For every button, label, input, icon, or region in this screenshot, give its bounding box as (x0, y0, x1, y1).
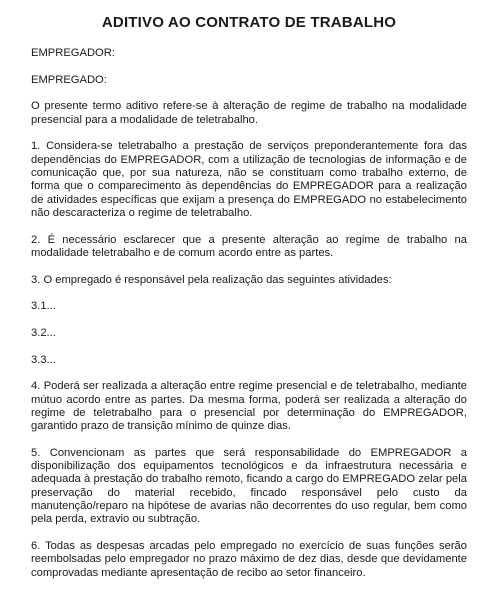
document-page (31, 14, 467, 593)
employee-field: EMPREGADO: (31, 73, 107, 86)
document-title: ADITIVO AO CONTRATO DE TRABALHO (101, 14, 397, 31)
clause-3-2: 3.2... (31, 326, 56, 339)
intro-paragraph: O presente termo aditivo refere-se à alteração de regime de trabalho na modalidade presencial para a modalidade de teletrabalho. (31, 100, 467, 126)
clause-3-3: 3.3... (31, 353, 56, 366)
clause-2: 2. É necessário esclarecer que a presente alteração ao regime de trabalho na modalidade teletrabalho e de comum acordo entre as partes. (31, 233, 467, 259)
employer-field: EMPREGADOR: (31, 47, 115, 59)
clause-6: 6. Todas as despesas arcadas pelo empregado no exercício de suas funções serão reembolsadas pelo empregador no prazo máximo de dez dias, desde que devidamente comprovadas mediante apresentação de recibo ao setor financeiro. (31, 540, 467, 579)
clause-4: 4. Poderá ser realizada a alteração entre regime presencial e de teletrabalho, mediante mútuo acordo entre as partes. Da mesma forma, poderá ser realizada a alteração do regime de teletrabalho para o presencial por determinação do EMPREGADOR, garantido prazo de transição mínimo de quinze dias. (31, 380, 467, 433)
clause-5: 5. Convencionam as partes que será responsabilidade do EMPREGADOR a disponibilização dos equipamentos tecnológicos e da infraestrutura necessária e adequada à prestação do trabalho remoto, ficando a cargo do EMPREGADO zelar pela preservação do material recebido, fincado responsável pelo custo da manutenção/reparo na hipótese de avarias não decorrentes do uso regular, bem como pela perda, extravio ou subtração. (31, 446, 467, 526)
clause-3-1: 3.1... (31, 300, 56, 313)
clause-3: 3. O empregado é responsável pela realização das seguintes atividades: (31, 273, 392, 286)
clause-1: 1. Considera-se teletrabalho a prestação de serviços preponderantemente fora das dependências do EMPREGADOR, com a utilização de tecnologias de informação e de comunicação que, por sua natureza, não se constituam como trabalho externo, de forma que o comparecimento às dependências do EMPREGADOR para a realização de atividades específicas que exijam a presença do EMPREGADO no estabelecimento não descaracteriza o regime de teletrabalho. (31, 140, 467, 219)
